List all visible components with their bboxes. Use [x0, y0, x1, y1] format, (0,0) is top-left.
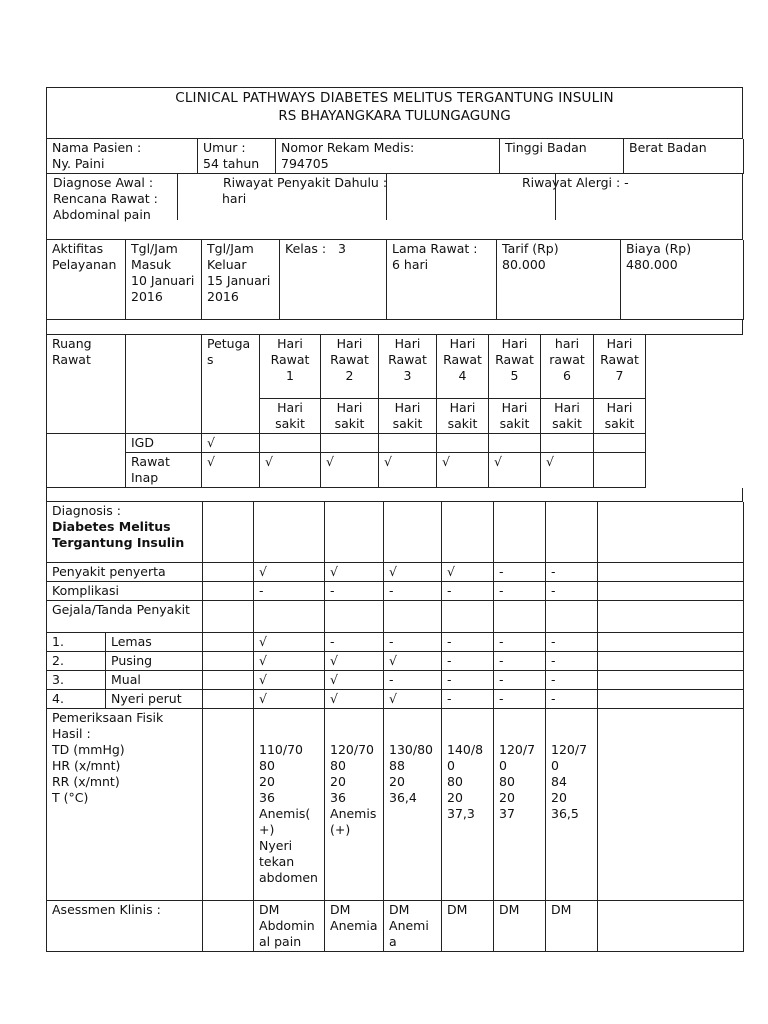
symptom-no: 2. [47, 652, 106, 671]
complication-d1: - [254, 582, 325, 601]
age-label: Umur : [203, 140, 246, 155]
exam-day-4 [442, 709, 494, 901]
comorbid-label: Penyakit penyerta [47, 563, 203, 582]
symptom-mark: - [546, 652, 598, 671]
exam-result-label: Hasil : [52, 726, 91, 741]
exam-blank [598, 709, 744, 901]
symptom-blank [598, 652, 744, 671]
symptom-mark: - [442, 652, 494, 671]
assess-day-4: DM [442, 901, 494, 952]
symptom-mark: √ [254, 633, 325, 652]
day-header-6: hari rawat 6 [541, 335, 594, 398]
comorbid-d5: - [494, 563, 546, 582]
exam-value: 36,4 [389, 790, 417, 805]
mrn-label: Nomor Rekam Medis: [281, 140, 415, 155]
comorbid-d2: √ [325, 563, 384, 582]
officer-label: Petugas [207, 336, 251, 367]
sick-day-4: Hari sakit [437, 398, 489, 433]
rooms-table [46, 335, 744, 488]
symptom-name: Nyeri perut [106, 690, 203, 709]
patient-table [46, 139, 744, 174]
symptom-mark: √ [325, 690, 384, 709]
cost-value: 480.000 [626, 256, 678, 272]
day-header-3: Hari Rawat 3 [379, 335, 437, 398]
symptom-name: Mual [106, 671, 203, 690]
symptom-mark: - [442, 633, 494, 652]
spacer-cell [47, 488, 743, 502]
symptom-no: 1. [47, 633, 106, 652]
dx-label: Diagnosis : [52, 502, 121, 518]
exam-value: 20 [330, 774, 346, 789]
assess-day-5: DM [494, 901, 546, 952]
admit-date: 10 Januari 2016 [131, 272, 195, 304]
clinical-pathway-form [46, 87, 743, 952]
los-value: 6 hari [392, 256, 429, 272]
comorbid-d3: √ [384, 563, 442, 582]
symptom-mark: √ [325, 652, 384, 671]
inpatient-mark-day6: √ [541, 452, 594, 487]
exam-value: 110/70 [259, 742, 303, 757]
exam-label-cell [47, 709, 203, 901]
exam-value: 120/70 [499, 742, 536, 773]
rooms-blank [646, 335, 744, 487]
symptom-blank [598, 671, 744, 690]
exam-value: 36,5 [551, 806, 579, 821]
exam-value: 37,3 [447, 806, 475, 821]
assess-blank [203, 901, 254, 952]
assess-day-2: DM Anemia [325, 901, 384, 952]
exam-value: 80 [447, 774, 463, 789]
symptoms-blank [494, 601, 546, 633]
exam-param-temp: T (°C) [52, 790, 89, 805]
symptom-mark: √ [254, 671, 325, 690]
symptoms-label: Gejala/Tanda Penyakit [47, 601, 203, 633]
symptom-no: 4. [47, 690, 106, 709]
exam-value: 120/70 [330, 742, 374, 757]
day-header-1: Hari Rawat 1 [260, 335, 321, 398]
exam-label: Pemeriksaan Fisik [52, 710, 164, 725]
exam-value: Nyeri tekan abdomen [259, 838, 318, 885]
exam-value: 120/70 [551, 742, 588, 773]
symptom-mark: √ [254, 690, 325, 709]
exam-day-5 [494, 709, 546, 901]
room-label-cell [47, 335, 126, 433]
service-table [46, 240, 744, 321]
initial-dx-label: Diagnose Awal : [53, 175, 154, 190]
patient-age-cell [198, 139, 276, 174]
exam-value: 140/80 [447, 742, 484, 773]
complication-d6: - [546, 582, 598, 601]
class-cell [280, 240, 387, 320]
los-label: Lama Rawat : [392, 240, 478, 256]
symptom-blank [203, 652, 254, 671]
exam-value: 20 [551, 790, 567, 805]
symptoms-blank [203, 601, 254, 633]
igd-label: IGD [126, 433, 202, 452]
inpatient-mark-day1: √ [260, 452, 321, 487]
symptom-mark: - [546, 671, 598, 690]
title-table [46, 87, 743, 139]
symptom-no: 3. [47, 671, 106, 690]
symptoms-blank [254, 601, 325, 633]
exam-value: 20 [389, 774, 405, 789]
symptom-blank [598, 633, 744, 652]
symptom-name: Pusing [106, 652, 203, 671]
clinical-table [46, 502, 744, 953]
inpatient-mark-officer: √ [202, 452, 260, 487]
title-line-2: RS BHAYANGKARA TULUNGAGUNG [278, 108, 511, 124]
height-cell [500, 139, 624, 174]
symptom-mark: - [494, 633, 546, 652]
dx-blank [254, 502, 325, 563]
exam-param-rr: RR (x/mnt) [52, 774, 120, 789]
symptom-blank [203, 633, 254, 652]
day-header-7: Hari Rawat 7 [594, 335, 646, 398]
allergy-label: Riwayat Alergi : - [522, 175, 629, 190]
exam-value: 80 [499, 774, 515, 789]
exam-blank [203, 709, 254, 901]
symptom-mark: - [384, 671, 442, 690]
inpatient-mark-day3: √ [379, 452, 437, 487]
symptoms-blank [546, 601, 598, 633]
cost-cell [621, 240, 744, 320]
room-igd-blank [47, 433, 126, 452]
weight-cell [624, 139, 744, 174]
tariff-value: 80.000 [502, 256, 546, 272]
patient-name-cell [47, 139, 198, 174]
complication-d5: - [494, 582, 546, 601]
age-value: 54 tahun [203, 156, 260, 171]
comorbid-blank [598, 563, 744, 582]
admit-cell [126, 240, 202, 320]
complication-d2: - [325, 582, 384, 601]
dx-blank [384, 502, 442, 563]
exam-value: 88 [389, 758, 405, 773]
igd-day [379, 433, 437, 452]
discharge-label: Tgl/Jam Keluar [207, 240, 254, 272]
symptom-blank [203, 671, 254, 690]
sick-day-5: Hari sakit [489, 398, 541, 433]
dx-cell [47, 502, 203, 563]
igd-day [260, 433, 321, 452]
sick-day-2: Hari sakit [321, 398, 379, 433]
activity-label: Aktifitas Pelayanan [52, 240, 117, 272]
day-header-4: Hari Rawat 4 [437, 335, 489, 398]
patient-name-label: Nama Pasien : [52, 140, 142, 155]
igd-day [541, 433, 594, 452]
exam-value: 36 [259, 790, 275, 805]
symptom-mark: - [442, 690, 494, 709]
diagnosis-row-table [46, 174, 743, 240]
exam-value: 84 [551, 774, 567, 789]
symptom-mark: √ [325, 671, 384, 690]
day-header-2: Hari Rawat 2 [321, 335, 379, 398]
cost-label: Biaya (Rp) [626, 240, 692, 256]
exam-value: 130/80 [389, 742, 433, 757]
exam-value: Anemis (+) [330, 806, 377, 837]
exam-day-6 [546, 709, 598, 901]
complication-blank [598, 582, 744, 601]
symptom-mark: - [494, 690, 546, 709]
title-line-1: CLINICAL PATHWAYS DIABETES MELITUS TERGANTUNG INSULIN [175, 90, 614, 106]
complication-d4: - [442, 582, 494, 601]
complication-label: Komplikasi [47, 582, 203, 601]
dx-blank [546, 502, 598, 563]
exam-value: 20 [259, 774, 275, 789]
sick-day-1: Hari sakit [260, 398, 321, 433]
symptom-blank [203, 690, 254, 709]
divider-line [386, 174, 387, 220]
symptom-name: Lemas [106, 633, 203, 652]
dx-blank [442, 502, 494, 563]
height-label: Tinggi Badan [505, 140, 587, 155]
spacer-2 [46, 488, 743, 502]
symptoms-blank [598, 601, 744, 633]
exam-param-td: TD (mmHg) [52, 742, 125, 757]
comorbid-d1: √ [254, 563, 325, 582]
inpatient-mark-day4: √ [437, 452, 489, 487]
spacer-1 [46, 320, 743, 335]
symptom-mark: - [546, 633, 598, 652]
inpatient-mark-day2: √ [321, 452, 379, 487]
symptom-mark: √ [254, 652, 325, 671]
sick-day-3: Hari sakit [379, 398, 437, 433]
diagnosis-history-cell [47, 174, 743, 239]
igd-officer-mark: √ [202, 433, 260, 452]
complication-blank [203, 582, 254, 601]
igd-day [321, 433, 379, 452]
admit-label: Tgl/Jam Masuk [131, 240, 178, 272]
comorbid-blank [203, 563, 254, 582]
class-value: 3 [338, 240, 346, 256]
exam-value: 80 [259, 758, 275, 773]
room-sub-cell [126, 335, 202, 433]
symptom-mark: - [325, 633, 384, 652]
divider-line [555, 174, 556, 220]
care-plan-value: hari [222, 191, 247, 206]
igd-day [489, 433, 541, 452]
activity-cell [47, 240, 126, 320]
mrn-value: 794705 [281, 156, 329, 171]
dx-blank [203, 502, 254, 563]
day-header-5: Hari Rawat 5 [489, 335, 541, 398]
care-plan-label: Rencana Rawat : [53, 191, 158, 206]
weight-label: Berat Badan [629, 140, 707, 155]
spacer-cell [47, 320, 743, 335]
sick-day-6: Hari sakit [541, 398, 594, 433]
initial-dx-value: Abdominal pain [53, 207, 151, 222]
exam-day-2 [325, 709, 384, 901]
exam-day-3 [384, 709, 442, 901]
symptom-mark: - [384, 633, 442, 652]
symptom-mark: - [442, 671, 494, 690]
discharge-cell [202, 240, 280, 320]
comorbid-d4: √ [442, 563, 494, 582]
dx-blank [598, 502, 744, 563]
sick-day-7: Hari sakit [594, 398, 646, 433]
symptom-mark: - [546, 690, 598, 709]
room-inpatient-blank [47, 452, 126, 487]
los-cell [387, 240, 497, 320]
exam-value: 20 [447, 790, 463, 805]
inpatient-mark-day5: √ [489, 452, 541, 487]
assess-blank [598, 901, 744, 952]
exam-value: 20 [499, 790, 515, 805]
symptom-mark: - [494, 671, 546, 690]
mrn-cell [276, 139, 500, 174]
class-label: Kelas : [285, 240, 327, 256]
symptom-mark: √ [384, 652, 442, 671]
comorbid-d6: - [546, 563, 598, 582]
exam-value: Anemis(+) [259, 806, 311, 837]
tariff-cell [497, 240, 621, 320]
symptom-mark: - [494, 652, 546, 671]
divider-line [177, 174, 178, 220]
symptom-mark: √ [384, 690, 442, 709]
patient-name-value: Ny. Paini [52, 156, 105, 171]
igd-day [594, 433, 646, 452]
symptoms-blank [442, 601, 494, 633]
discharge-date: 15 Januari 2016 [207, 272, 271, 304]
history-label: Riwayat Penyakit Dahulu : [223, 175, 388, 190]
dx-blank [494, 502, 546, 563]
symptom-blank [598, 690, 744, 709]
symptoms-blank [325, 601, 384, 633]
assess-day-6: DM [546, 901, 598, 952]
inpatient-mark-day7 [594, 452, 646, 487]
assess-day-1: DM Abdominal pain [254, 901, 325, 952]
tariff-label: Tarif (Rp) [502, 240, 559, 256]
inpatient-label: Rawat Inap [126, 452, 202, 487]
form-title [47, 88, 743, 139]
assess-day-3: DM Anemia [384, 901, 442, 952]
exam-value: 36 [330, 790, 346, 805]
officer-cell [202, 335, 260, 433]
dx-blank [325, 502, 384, 563]
complication-d3: - [384, 582, 442, 601]
symptoms-blank [384, 601, 442, 633]
dx-value: Diabetes Melitus Tergantung Insulin [52, 518, 185, 550]
exam-day-1 [254, 709, 325, 901]
exam-value: 80 [330, 758, 346, 773]
assess-label: Asessmen Klinis : [47, 901, 203, 952]
exam-value: 37 [499, 806, 515, 821]
exam-param-hr: HR (x/mnt) [52, 758, 121, 773]
room-label: Ruang Rawat [52, 336, 92, 367]
igd-day [437, 433, 489, 452]
